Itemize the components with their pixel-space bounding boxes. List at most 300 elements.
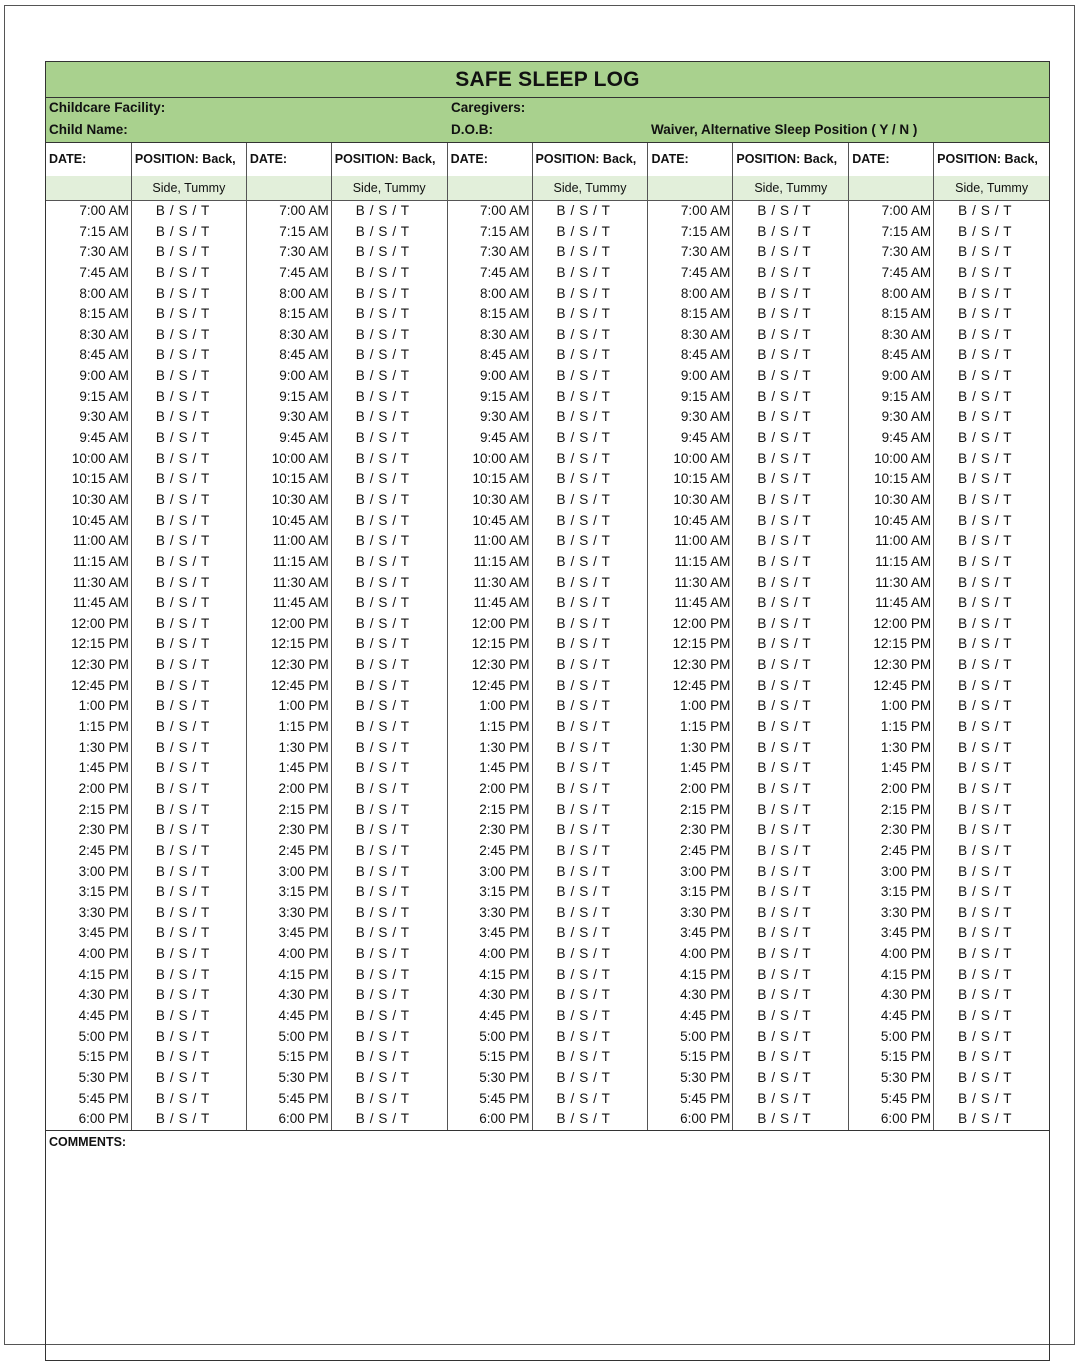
position-cell[interactable]: B / S / T <box>556 698 611 714</box>
position-cell[interactable]: B / S / T <box>556 471 611 487</box>
position-cell[interactable]: B / S / T <box>155 636 210 652</box>
position-cell[interactable]: B / S / T <box>355 966 410 982</box>
position-cell[interactable]: B / S / T <box>958 430 1013 446</box>
time-cell: 1:00 PM <box>479 698 530 714</box>
position-cell[interactable]: B / S / T <box>958 326 1013 342</box>
time-cell: 4:45 PM <box>78 1007 129 1023</box>
date-header-2[interactable] <box>246 143 331 200</box>
date-header-5[interactable] <box>848 143 933 200</box>
position-column-5 <box>933 201 1049 1130</box>
position-cell[interactable]: B / S / T <box>958 285 1013 301</box>
position-label: POSITION: Back, <box>937 152 1038 166</box>
position-cell[interactable]: B / S / T <box>155 491 210 507</box>
position-cell[interactable]: B / S / T <box>757 780 812 796</box>
position-cell[interactable]: B / S / T <box>355 533 410 549</box>
position-cell[interactable]: B / S / T <box>556 925 611 941</box>
position-cell[interactable]: B / S / T <box>355 512 410 528</box>
position-cell[interactable]: B / S / T <box>556 347 611 363</box>
time-cell: 8:00 AM <box>881 285 932 301</box>
position-cell[interactable]: B / S / T <box>958 347 1013 363</box>
position-cell[interactable]: B / S / T <box>155 677 210 693</box>
position-cell[interactable]: B / S / T <box>757 822 812 838</box>
position-cell[interactable]: B / S / T <box>556 285 611 301</box>
position-cell[interactable]: B / S / T <box>757 1049 812 1065</box>
position-sub-label: Side, Tummy <box>733 176 848 200</box>
position-cell[interactable]: B / S / T <box>355 1028 410 1044</box>
position-cell[interactable]: B / S / T <box>958 388 1013 404</box>
position-cell[interactable]: B / S / T <box>958 1028 1013 1044</box>
time-cell: 3:30 PM <box>278 904 329 920</box>
position-cell[interactable]: B / S / T <box>556 615 611 631</box>
time-cell: 10:30 AM <box>271 491 329 507</box>
time-cell: 1:00 PM <box>78 698 129 714</box>
position-cell[interactable]: B / S / T <box>958 409 1013 425</box>
position-cell[interactable]: B / S / T <box>757 677 812 693</box>
position-cell[interactable]: B / S / T <box>958 491 1013 507</box>
position-cell[interactable]: B / S / T <box>155 719 210 735</box>
time-cell: 8:45 AM <box>680 347 731 363</box>
time-cell: 10:30 AM <box>472 491 530 507</box>
position-cell[interactable]: B / S / T <box>757 368 812 384</box>
position-cell[interactable]: B / S / T <box>757 719 812 735</box>
time-cell: 5:15 PM <box>78 1049 129 1065</box>
time-cell: 3:15 PM <box>479 884 530 900</box>
position-cell[interactable]: B / S / T <box>958 450 1013 466</box>
time-column-5 <box>848 201 933 1130</box>
position-cell[interactable]: B / S / T <box>155 780 210 796</box>
position-cell[interactable]: B / S / T <box>958 1111 1013 1127</box>
time-cell: 6:00 PM <box>479 1111 530 1127</box>
position-cell[interactable]: B / S / T <box>556 306 611 322</box>
time-cell: 3:00 PM <box>78 863 129 879</box>
time-cell: 12:45 PM <box>672 677 731 693</box>
position-cell[interactable]: B / S / T <box>757 1090 812 1106</box>
position-cell[interactable]: B / S / T <box>757 636 812 652</box>
position-cell[interactable]: B / S / T <box>556 822 611 838</box>
position-cell[interactable]: B / S / T <box>757 698 812 714</box>
position-cell[interactable]: B / S / T <box>958 966 1013 982</box>
date-header-shade <box>448 176 532 200</box>
position-cell[interactable]: B / S / T <box>155 698 210 714</box>
position-cell[interactable]: B / S / T <box>556 904 611 920</box>
position-cell[interactable]: B / S / T <box>556 595 611 611</box>
position-cell[interactable]: B / S / T <box>958 677 1013 693</box>
position-cell[interactable]: B / S / T <box>556 884 611 900</box>
position-cell[interactable]: B / S / T <box>958 760 1013 776</box>
position-cell[interactable]: B / S / T <box>355 430 410 446</box>
position-cell[interactable]: B / S / T <box>556 203 611 218</box>
time-cell: 2:15 PM <box>680 801 731 817</box>
position-cell[interactable]: B / S / T <box>757 409 812 425</box>
position-cell[interactable]: B / S / T <box>355 987 410 1003</box>
position-cell[interactable]: B / S / T <box>958 574 1013 590</box>
position-cell[interactable]: B / S / T <box>155 533 210 549</box>
time-cell: 12:15 PM <box>270 636 329 652</box>
position-cell[interactable]: B / S / T <box>556 760 611 776</box>
position-cell[interactable]: B / S / T <box>355 636 410 652</box>
position-cell[interactable]: B / S / T <box>958 780 1013 796</box>
position-cell[interactable]: B / S / T <box>155 409 210 425</box>
position-cell[interactable]: B / S / T <box>155 471 210 487</box>
position-cell[interactable]: B / S / T <box>958 223 1013 239</box>
position-cell[interactable]: B / S / T <box>355 739 410 755</box>
position-cell[interactable]: B / S / T <box>556 966 611 982</box>
position-cell[interactable]: B / S / T <box>155 450 210 466</box>
position-cell[interactable]: B / S / T <box>155 946 210 962</box>
position-cell[interactable]: B / S / T <box>556 780 611 796</box>
position-cell[interactable]: B / S / T <box>958 904 1013 920</box>
time-cell: 10:45 AM <box>673 512 731 528</box>
position-cell[interactable]: B / S / T <box>355 347 410 363</box>
position-cell[interactable]: B / S / T <box>556 264 611 280</box>
position-cell[interactable]: B / S / T <box>757 203 812 218</box>
position-cell[interactable]: B / S / T <box>757 430 812 446</box>
time-cell: 11:00 AM <box>875 533 932 549</box>
position-cell[interactable]: B / S / T <box>355 698 410 714</box>
time-cell: 8:30 AM <box>79 326 129 342</box>
time-cell: 9:45 AM <box>480 430 530 446</box>
position-cell[interactable]: B / S / T <box>355 760 410 776</box>
position-cell[interactable]: B / S / T <box>155 347 210 363</box>
position-cell[interactable]: B / S / T <box>355 946 410 962</box>
position-cell[interactable]: B / S / T <box>355 801 410 817</box>
position-cell[interactable]: B / S / T <box>556 863 611 879</box>
position-cell[interactable]: B / S / T <box>757 863 812 879</box>
comments-box[interactable] <box>46 1130 1049 1331</box>
position-cell[interactable]: B / S / T <box>556 533 611 549</box>
position-cell[interactable]: B / S / T <box>958 884 1013 900</box>
time-cell: 1:45 PM <box>680 760 731 776</box>
position-cell[interactable]: B / S / T <box>757 595 812 611</box>
position-cell[interactable]: B / S / T <box>155 884 210 900</box>
position-cell[interactable]: B / S / T <box>556 326 611 342</box>
position-cell[interactable]: B / S / T <box>958 1090 1013 1106</box>
time-cell: 4:00 PM <box>680 946 731 962</box>
position-cell[interactable]: B / S / T <box>757 884 812 900</box>
position-cell[interactable]: B / S / T <box>556 512 611 528</box>
position-cell[interactable]: B / S / T <box>155 801 210 817</box>
position-cell[interactable]: B / S / T <box>556 946 611 962</box>
position-cell[interactable]: B / S / T <box>757 904 812 920</box>
time-cell: 2:30 PM <box>680 822 731 838</box>
position-cell[interactable]: B / S / T <box>556 801 611 817</box>
time-cell: 5:15 PM <box>880 1049 932 1065</box>
date-label: DATE: <box>249 152 288 166</box>
position-cell[interactable]: B / S / T <box>958 471 1013 487</box>
time-cell: 5:45 PM <box>78 1090 129 1106</box>
time-cell: 5:30 PM <box>880 1069 932 1085</box>
position-cell[interactable]: B / S / T <box>155 657 210 673</box>
time-cell: 8:45 AM <box>279 347 329 363</box>
position-cell[interactable]: B / S / T <box>757 285 812 301</box>
position-cell[interactable]: B / S / T <box>958 987 1013 1003</box>
time-cell: 2:45 PM <box>479 842 530 858</box>
position-cell[interactable]: B / S / T <box>155 368 210 384</box>
position-cell[interactable]: B / S / T <box>556 1069 611 1085</box>
position-cell[interactable]: B / S / T <box>757 739 812 755</box>
position-cell[interactable]: B / S / T <box>155 326 210 342</box>
time-cell: 5:45 PM <box>278 1090 329 1106</box>
position-column-3 <box>532 201 648 1130</box>
position-cell[interactable]: B / S / T <box>757 388 812 404</box>
date-label: DATE: <box>651 152 689 166</box>
position-cell[interactable]: B / S / T <box>155 1049 210 1065</box>
position-cell[interactable]: B / S / T <box>355 326 410 342</box>
position-cell[interactable]: B / S / T <box>556 1111 611 1127</box>
position-cell[interactable]: B / S / T <box>155 925 210 941</box>
position-cell[interactable]: B / S / T <box>757 306 812 322</box>
position-cell[interactable]: B / S / T <box>958 925 1013 941</box>
position-cell[interactable]: B / S / T <box>155 987 210 1003</box>
position-cell[interactable]: B / S / T <box>155 1028 210 1044</box>
date-header-shade <box>247 176 331 200</box>
position-cell[interactable]: B / S / T <box>155 904 210 920</box>
position-cell[interactable]: B / S / T <box>556 409 611 425</box>
position-cell[interactable]: B / S / T <box>556 574 611 590</box>
position-cell[interactable]: B / S / T <box>958 698 1013 714</box>
position-cell[interactable]: B / S / T <box>757 946 812 962</box>
position-cell[interactable]: B / S / T <box>757 491 812 507</box>
position-cell[interactable]: B / S / T <box>556 430 611 446</box>
position-cell[interactable]: B / S / T <box>155 595 210 611</box>
position-cell[interactable]: B / S / T <box>355 719 410 735</box>
position-cell[interactable]: B / S / T <box>355 471 410 487</box>
position-cell[interactable]: B / S / T <box>556 244 611 260</box>
position-cell[interactable]: B / S / T <box>355 388 410 404</box>
position-cell[interactable]: B / S / T <box>155 1069 210 1085</box>
time-cell: 9:45 AM <box>680 430 731 446</box>
position-cell[interactable]: B / S / T <box>757 512 812 528</box>
position-cell[interactable]: B / S / T <box>155 1111 210 1127</box>
position-cell[interactable]: B / S / T <box>155 553 210 569</box>
position-cell[interactable]: B / S / T <box>757 450 812 466</box>
position-cell[interactable]: B / S / T <box>958 512 1013 528</box>
position-cell[interactable]: B / S / T <box>155 1090 210 1106</box>
position-cell[interactable]: B / S / T <box>958 615 1013 631</box>
position-cell[interactable]: B / S / T <box>355 450 410 466</box>
time-cell: 10:45 AM <box>874 512 932 528</box>
position-cell[interactable]: B / S / T <box>958 1049 1013 1065</box>
position-cell[interactable]: B / S / T <box>757 471 812 487</box>
position-cell[interactable]: B / S / T <box>757 1069 812 1085</box>
time-cell: 11:15 AM <box>72 553 129 569</box>
position-cell[interactable]: B / S / T <box>155 842 210 858</box>
position-cell[interactable]: B / S / T <box>556 388 611 404</box>
time-cell: 3:15 PM <box>278 884 329 900</box>
position-cell[interactable]: B / S / T <box>958 636 1013 652</box>
time-cell: 2:45 PM <box>880 842 932 858</box>
position-cell[interactable]: B / S / T <box>958 533 1013 549</box>
position-cell[interactable]: B / S / T <box>757 347 812 363</box>
position-cell[interactable]: B / S / T <box>355 904 410 920</box>
position-cell[interactable]: B / S / T <box>556 1090 611 1106</box>
position-cell[interactable]: B / S / T <box>556 677 611 693</box>
position-cell[interactable]: B / S / T <box>155 615 210 631</box>
position-cell[interactable]: B / S / T <box>757 264 812 280</box>
position-cell[interactable]: B / S / T <box>155 223 210 239</box>
time-column-1 <box>46 201 131 1130</box>
position-cell[interactable]: B / S / T <box>958 1069 1013 1085</box>
time-cell: 10:00 AM <box>271 450 329 466</box>
position-cell[interactable]: B / S / T <box>757 574 812 590</box>
position-cell[interactable]: B / S / T <box>958 264 1013 280</box>
position-cell[interactable]: B / S / T <box>355 1007 410 1023</box>
position-cell[interactable]: B / S / T <box>155 1007 210 1023</box>
position-cell[interactable]: B / S / T <box>958 822 1013 838</box>
position-cell[interactable]: B / S / T <box>355 842 410 858</box>
position-cell[interactable]: B / S / T <box>556 657 611 673</box>
position-cell[interactable]: B / S / T <box>355 223 410 239</box>
position-cell[interactable]: B / S / T <box>155 306 210 322</box>
position-cell[interactable]: B / S / T <box>155 203 210 218</box>
position-cell[interactable]: B / S / T <box>155 244 210 260</box>
position-cell[interactable]: B / S / T <box>556 1007 611 1023</box>
position-cell[interactable]: B / S / T <box>757 987 812 1003</box>
date-header-1[interactable] <box>46 143 131 200</box>
position-cell[interactable]: B / S / T <box>355 244 410 260</box>
position-cell[interactable]: B / S / T <box>355 1111 410 1127</box>
position-cell[interactable]: B / S / T <box>958 1007 1013 1023</box>
position-cell[interactable]: B / S / T <box>155 822 210 838</box>
position-cell[interactable]: B / S / T <box>355 595 410 611</box>
time-cell: 12:45 PM <box>471 677 530 693</box>
time-cell: 1:45 PM <box>479 760 530 776</box>
position-cell[interactable]: B / S / T <box>155 574 210 590</box>
time-cell: 7:15 AM <box>881 223 932 239</box>
position-cell[interactable]: B / S / T <box>355 657 410 673</box>
time-cell: 1:00 PM <box>278 698 329 714</box>
position-cell[interactable]: B / S / T <box>958 946 1013 962</box>
time-cell: 2:45 PM <box>680 842 731 858</box>
position-cell[interactable]: B / S / T <box>958 801 1013 817</box>
position-cell[interactable]: B / S / T <box>958 719 1013 735</box>
position-cell[interactable]: B / S / T <box>355 884 410 900</box>
position-cell[interactable]: B / S / T <box>155 760 210 776</box>
position-cell[interactable]: B / S / T <box>556 987 611 1003</box>
position-cell[interactable]: B / S / T <box>355 574 410 590</box>
time-cell: 11:45 AM <box>272 595 329 611</box>
position-cell[interactable]: B / S / T <box>556 553 611 569</box>
date-header-3[interactable] <box>447 143 532 200</box>
position-cell[interactable]: B / S / T <box>757 966 812 982</box>
time-cell: 2:30 PM <box>278 822 329 838</box>
position-cell[interactable]: B / S / T <box>355 780 410 796</box>
time-cell: 10:30 AM <box>673 491 731 507</box>
position-cell[interactable]: B / S / T <box>556 842 611 858</box>
position-cell[interactable]: B / S / T <box>155 388 210 404</box>
position-cell[interactable]: B / S / T <box>355 615 410 631</box>
position-cell[interactable]: B / S / T <box>355 491 410 507</box>
position-cell[interactable]: B / S / T <box>355 203 410 218</box>
position-cell[interactable]: B / S / T <box>958 306 1013 322</box>
position-cell[interactable]: B / S / T <box>155 966 210 982</box>
position-cell[interactable]: B / S / T <box>556 719 611 735</box>
position-cell[interactable]: B / S / T <box>958 842 1013 858</box>
position-cell[interactable]: B / S / T <box>556 491 611 507</box>
time-cell: 7:45 AM <box>279 264 329 280</box>
position-cell[interactable]: B / S / T <box>757 615 812 631</box>
time-cell: 5:00 PM <box>880 1028 932 1044</box>
position-cell[interactable]: B / S / T <box>958 368 1013 384</box>
position-cell[interactable]: B / S / T <box>958 553 1013 569</box>
time-cell: 1:45 PM <box>78 760 129 776</box>
position-cell[interactable]: B / S / T <box>556 450 611 466</box>
position-cell[interactable]: B / S / T <box>355 1049 410 1065</box>
time-cell: 2:00 PM <box>479 780 530 796</box>
position-cell[interactable]: B / S / T <box>958 203 1013 218</box>
position-cell[interactable]: B / S / T <box>355 409 410 425</box>
time-cell: 7:30 AM <box>881 244 932 260</box>
position-cell[interactable]: B / S / T <box>757 760 812 776</box>
position-cell[interactable]: B / S / T <box>355 822 410 838</box>
position-cell[interactable]: B / S / T <box>155 739 210 755</box>
position-cell[interactable]: B / S / T <box>556 368 611 384</box>
time-cell: 12:45 PM <box>71 677 129 693</box>
position-cell[interactable]: B / S / T <box>155 430 210 446</box>
position-cell[interactable]: B / S / T <box>757 801 812 817</box>
position-cell[interactable]: B / S / T <box>355 285 410 301</box>
position-cell[interactable]: B / S / T <box>355 306 410 322</box>
dob-label: D.O.B: <box>451 122 493 137</box>
position-cell[interactable]: B / S / T <box>155 512 210 528</box>
position-cell[interactable]: B / S / T <box>958 739 1013 755</box>
time-cell: 8:30 AM <box>279 326 329 342</box>
position-cell[interactable]: B / S / T <box>355 925 410 941</box>
time-cell: 12:30 PM <box>672 657 731 673</box>
position-cell[interactable]: B / S / T <box>757 925 812 941</box>
position-cell[interactable]: B / S / T <box>958 863 1013 879</box>
position-cell[interactable]: B / S / T <box>757 842 812 858</box>
position-cell[interactable]: B / S / T <box>757 533 812 549</box>
time-cell: 5:00 PM <box>479 1028 530 1044</box>
position-cell[interactable]: B / S / T <box>355 553 410 569</box>
position-cell[interactable]: B / S / T <box>757 553 812 569</box>
time-cell: 2:15 PM <box>880 801 932 817</box>
position-cell[interactable]: B / S / T <box>958 595 1013 611</box>
position-cell[interactable]: B / S / T <box>355 863 410 879</box>
time-cell: 1:30 PM <box>680 739 731 755</box>
time-cell: 11:00 AM <box>272 533 329 549</box>
position-cell[interactable]: B / S / T <box>757 1028 812 1044</box>
position-cell[interactable]: B / S / T <box>757 1111 812 1127</box>
position-cell[interactable]: B / S / T <box>556 223 611 239</box>
position-cell[interactable]: B / S / T <box>556 739 611 755</box>
date-header-4[interactable] <box>647 143 732 200</box>
time-cell: 12:00 PM <box>71 615 129 631</box>
position-cell[interactable]: B / S / T <box>757 244 812 260</box>
position-cell[interactable]: B / S / T <box>757 223 812 239</box>
position-cell[interactable]: B / S / T <box>355 368 410 384</box>
position-cell[interactable]: B / S / T <box>757 657 812 673</box>
position-cell[interactable]: B / S / T <box>155 285 210 301</box>
position-cell[interactable]: B / S / T <box>355 1090 410 1106</box>
position-cell[interactable]: B / S / T <box>556 1049 611 1065</box>
position-cell[interactable]: B / S / T <box>556 1028 611 1044</box>
position-cell[interactable]: B / S / T <box>155 264 210 280</box>
position-cell[interactable]: B / S / T <box>757 1007 812 1023</box>
time-cell: 12:30 PM <box>270 657 329 673</box>
position-cell[interactable]: B / S / T <box>355 677 410 693</box>
position-cell[interactable]: B / S / T <box>355 264 410 280</box>
position-cell[interactable]: B / S / T <box>958 244 1013 260</box>
waiver-label: Waiver, Alternative Sleep Position ( Y / N ) <box>651 122 918 137</box>
position-cell[interactable]: B / S / T <box>958 657 1013 673</box>
position-cell[interactable]: B / S / T <box>757 326 812 342</box>
time-cell: 3:30 PM <box>479 904 530 920</box>
position-cell[interactable]: B / S / T <box>355 1069 410 1085</box>
position-cell[interactable]: B / S / T <box>556 636 611 652</box>
position-cell[interactable]: B / S / T <box>155 863 210 879</box>
